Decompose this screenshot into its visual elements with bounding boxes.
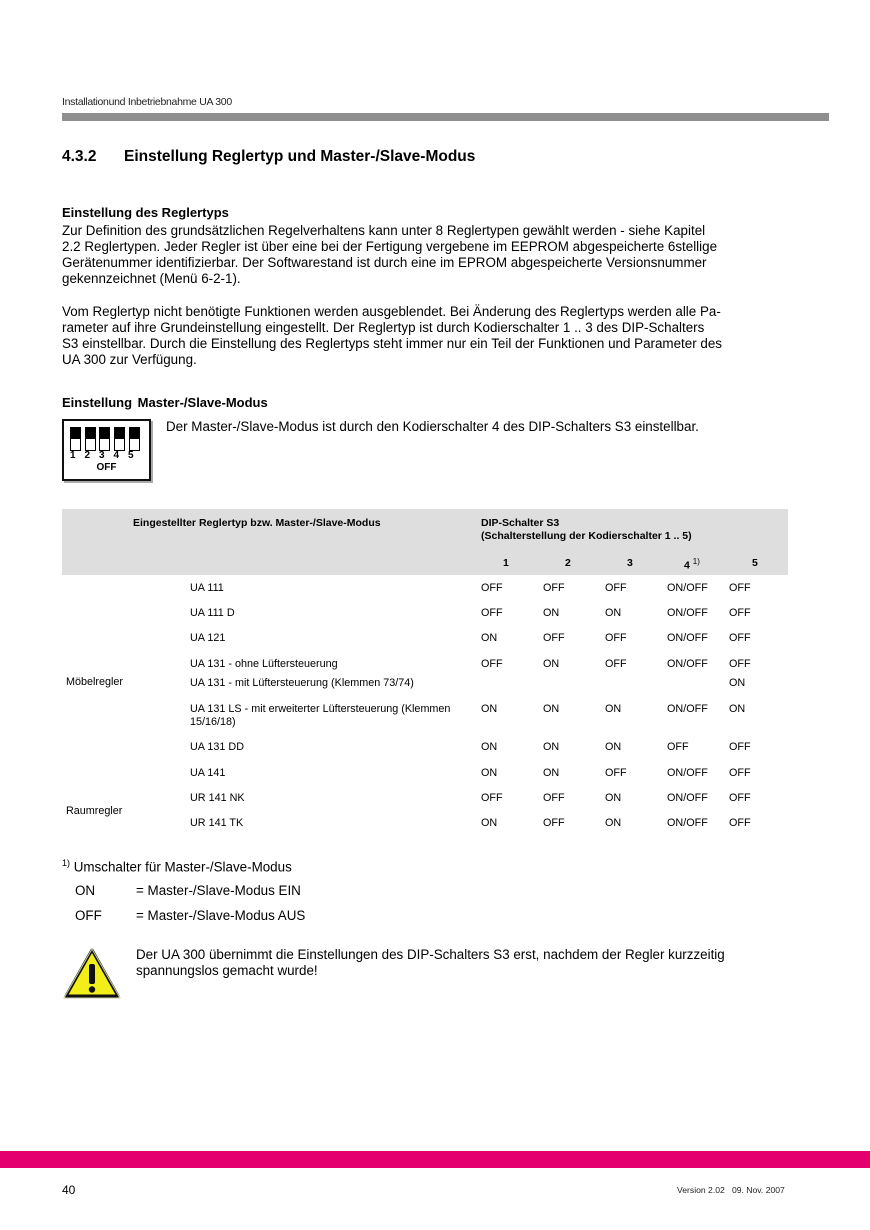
text-line: 2.2 Reglertypen. Jeder Regler ist über eine bei der Fertigung vergebene im EEPROM abgespeicherte 6stellige bbox=[62, 239, 718, 254]
col-header-switch-3: 3 bbox=[627, 557, 633, 569]
dip-num: 5 bbox=[128, 450, 134, 461]
paragraph-reglertyp-1 bbox=[62, 223, 792, 287]
row-switch-4: ON/OFF bbox=[667, 607, 708, 619]
dip-switch-4-icon bbox=[114, 427, 125, 451]
col-header-switch-2: 2 bbox=[565, 557, 571, 569]
row-switch-1: ON bbox=[481, 703, 498, 715]
row-switch-5: OFF bbox=[729, 582, 751, 594]
header-rule bbox=[62, 113, 829, 121]
group-label-moebelregler: Möbelregler bbox=[66, 676, 124, 688]
row-type-cont: 15/16/18) bbox=[190, 716, 236, 728]
dip-state-label: OFF bbox=[96, 462, 117, 473]
row-switch-4: ON/OFF bbox=[667, 658, 708, 670]
text-line: Der UA 300 übernimmt die Einstellungen des DIP-Schalters S3 erst, nachdem der Regler kurzzeitig bbox=[136, 947, 725, 962]
row-type: UA 131 - mit Lüftersteuerung (Klemmen 73/74) bbox=[190, 677, 414, 689]
row-type: UA 141 bbox=[190, 767, 226, 779]
section-number: 4.3.2 bbox=[62, 148, 97, 165]
dip-switch-3-icon bbox=[99, 427, 110, 451]
text-line: UA 300 zur Verfügung. bbox=[62, 352, 197, 367]
row-type: UA 121 bbox=[190, 632, 226, 644]
row-switch-3: OFF bbox=[605, 767, 627, 779]
row-type: UA 131 LS - mit erweiterter Lüftersteuerung (Klemmen bbox=[190, 703, 451, 715]
switch-4-label: 4 bbox=[684, 559, 690, 572]
row-switch-2: OFF bbox=[543, 792, 565, 804]
row-switch-3: ON bbox=[605, 703, 622, 715]
row-switch-4: OFF bbox=[667, 741, 689, 753]
row-switch-2: ON bbox=[543, 741, 560, 753]
row-switch-1: OFF bbox=[481, 658, 503, 670]
dip-switch-2-icon bbox=[85, 427, 96, 451]
footnote-mark: 1) bbox=[692, 557, 700, 566]
row-switch-3: ON bbox=[605, 792, 622, 804]
footnote-value-on: = Master-/Slave-Modus EIN bbox=[136, 883, 301, 898]
warning-text bbox=[136, 947, 806, 979]
row-switch-1: ON bbox=[481, 632, 498, 644]
section-title: Einstellung Reglertyp und Master-/Slave-Modus bbox=[124, 148, 476, 165]
col-header-type: Eingestellter Reglertyp bzw. Master-/Slave-Modus bbox=[133, 517, 381, 529]
subheading-reglertyp: Einstellung des Reglertyps bbox=[62, 205, 229, 220]
row-switch-2: OFF bbox=[543, 817, 565, 829]
dip-switch-numbers bbox=[70, 450, 143, 461]
row-switch-5: OFF bbox=[729, 817, 751, 829]
row-switch-2: OFF bbox=[543, 582, 565, 594]
row-switch-4: ON/OFF bbox=[667, 703, 708, 715]
row-type: UR 141 NK bbox=[190, 792, 245, 804]
text-line: S3 einstellbar. Durch die Einstellung des Reglertyps steht immer nur ein Teil der Funktionen und Parameter des bbox=[62, 336, 722, 351]
footnote-value-off: = Master-/Slave-Modus AUS bbox=[136, 908, 306, 923]
row-switch-4: ON/OFF bbox=[667, 582, 708, 594]
row-switch-5: OFF bbox=[729, 632, 751, 644]
dip-switch-1-icon bbox=[70, 427, 81, 451]
page-number: 40 bbox=[62, 1183, 76, 1197]
footnote-text: Umschalter für Master-/Slave-Modus bbox=[70, 859, 292, 875]
footnote-key-off: OFF bbox=[75, 908, 102, 923]
subheading-master-slave: Einstellung Master-/Slave-Modus bbox=[62, 395, 268, 410]
row-switch-1: OFF bbox=[481, 607, 503, 619]
row-switch-1: ON bbox=[481, 817, 498, 829]
row-switch-4: ON/OFF bbox=[667, 632, 708, 644]
row-type: UA 111 D bbox=[190, 607, 235, 619]
version-label: Version 2.02 09. Nov. 2007 bbox=[677, 1185, 785, 1195]
row-switch-2: ON bbox=[543, 658, 560, 670]
row-switch-3: OFF bbox=[605, 658, 627, 670]
dip-num: 1 bbox=[70, 450, 76, 461]
running-header: Installationund Inbetriebnahme UA 300 bbox=[62, 96, 232, 108]
col-header-switch-1: 1 bbox=[503, 557, 509, 569]
footnote-key-on: ON bbox=[75, 883, 96, 898]
text-line: Zur Definition des grundsätzlichen Regelverhaltens kann unter 8 Reglertypen gewählt werden - siehe Kapitel bbox=[62, 223, 706, 238]
row-switch-2: OFF bbox=[543, 632, 565, 644]
text-line: rameter auf ihre Grundeinstellung eingestellt. Der Reglertyp ist durch Kodierschalter 1 .. 3 des DIP-Schalters bbox=[62, 320, 705, 335]
col-header-dip-2: (Schalterstellung der Kodierschalter 1 .. 5) bbox=[481, 530, 692, 542]
row-switch-2: ON bbox=[543, 767, 560, 779]
row-switch-5: ON bbox=[729, 703, 746, 715]
col-header-switch-4 bbox=[684, 557, 700, 572]
row-switch-2: ON bbox=[543, 703, 560, 715]
dip-num: 2 bbox=[84, 450, 91, 461]
footnote bbox=[62, 858, 292, 874]
row-type: UA 131 DD bbox=[190, 741, 245, 753]
row-type: UA 131 - ohne Lüftersteuerung bbox=[190, 658, 338, 670]
master-slave-text: Der Master-/Slave-Modus ist durch den Kodierschalter 4 des DIP-Schalters S3 einstellbar. bbox=[166, 419, 699, 434]
row-switch-5: OFF bbox=[729, 607, 751, 619]
row-switch-5: OFF bbox=[729, 658, 751, 670]
col-header-dip-1: DIP-Schalter S3 bbox=[481, 517, 560, 529]
group-label-raumregler: Raumregler bbox=[66, 805, 123, 817]
row-switch-5: OFF bbox=[729, 741, 751, 753]
dip-num: 4 bbox=[113, 450, 120, 461]
row-switch-4: ON/OFF bbox=[667, 792, 708, 804]
row-switch-3: ON bbox=[605, 817, 622, 829]
row-switch-1: OFF bbox=[481, 582, 503, 594]
row-switch-5: OFF bbox=[729, 792, 751, 804]
text-line: Vom Reglertyp nicht benötigte Funktionen werden ausgeblendet. Bei Änderung des Reglertyps werden alle Pa- bbox=[62, 304, 721, 319]
dip-switch-5-icon bbox=[129, 427, 140, 451]
row-switch-2: ON bbox=[543, 607, 560, 619]
text-line: gekennzeichnet (Menü 6-2-1). bbox=[62, 271, 241, 286]
row-switch-1: ON bbox=[481, 767, 498, 779]
footnote-mark: 1) bbox=[62, 858, 71, 868]
row-switch-3: ON bbox=[605, 741, 622, 753]
text-line: Gerätenummer identifizierbar. Der Softwarestand ist durch eine im EPROM abgespeicherte Versionsnummer bbox=[62, 255, 707, 270]
dip-num: 3 bbox=[99, 450, 105, 461]
row-switch-3: OFF bbox=[605, 582, 627, 594]
row-switch-5: OFF bbox=[729, 767, 751, 779]
row-switch-1: ON bbox=[481, 741, 498, 753]
row-switch-4: ON/OFF bbox=[667, 817, 708, 829]
row-switch-3: ON bbox=[605, 607, 622, 619]
paragraph-reglertyp-2 bbox=[62, 304, 792, 368]
row-switch-5: ON bbox=[729, 677, 746, 689]
row-type: UA 111 bbox=[190, 582, 224, 594]
row-switch-3: OFF bbox=[605, 632, 627, 644]
row-switch-4: ON/OFF bbox=[667, 767, 708, 779]
warning-triangle-icon bbox=[63, 947, 121, 999]
dip-switch-icon bbox=[62, 419, 151, 481]
footer-bar bbox=[0, 1151, 870, 1168]
row-type: UR 141 TK bbox=[190, 817, 244, 829]
col-header-switch-5: 5 bbox=[752, 557, 758, 569]
text-line: spannungslos gemacht wurde! bbox=[136, 963, 318, 978]
row-switch-1: OFF bbox=[481, 792, 503, 804]
